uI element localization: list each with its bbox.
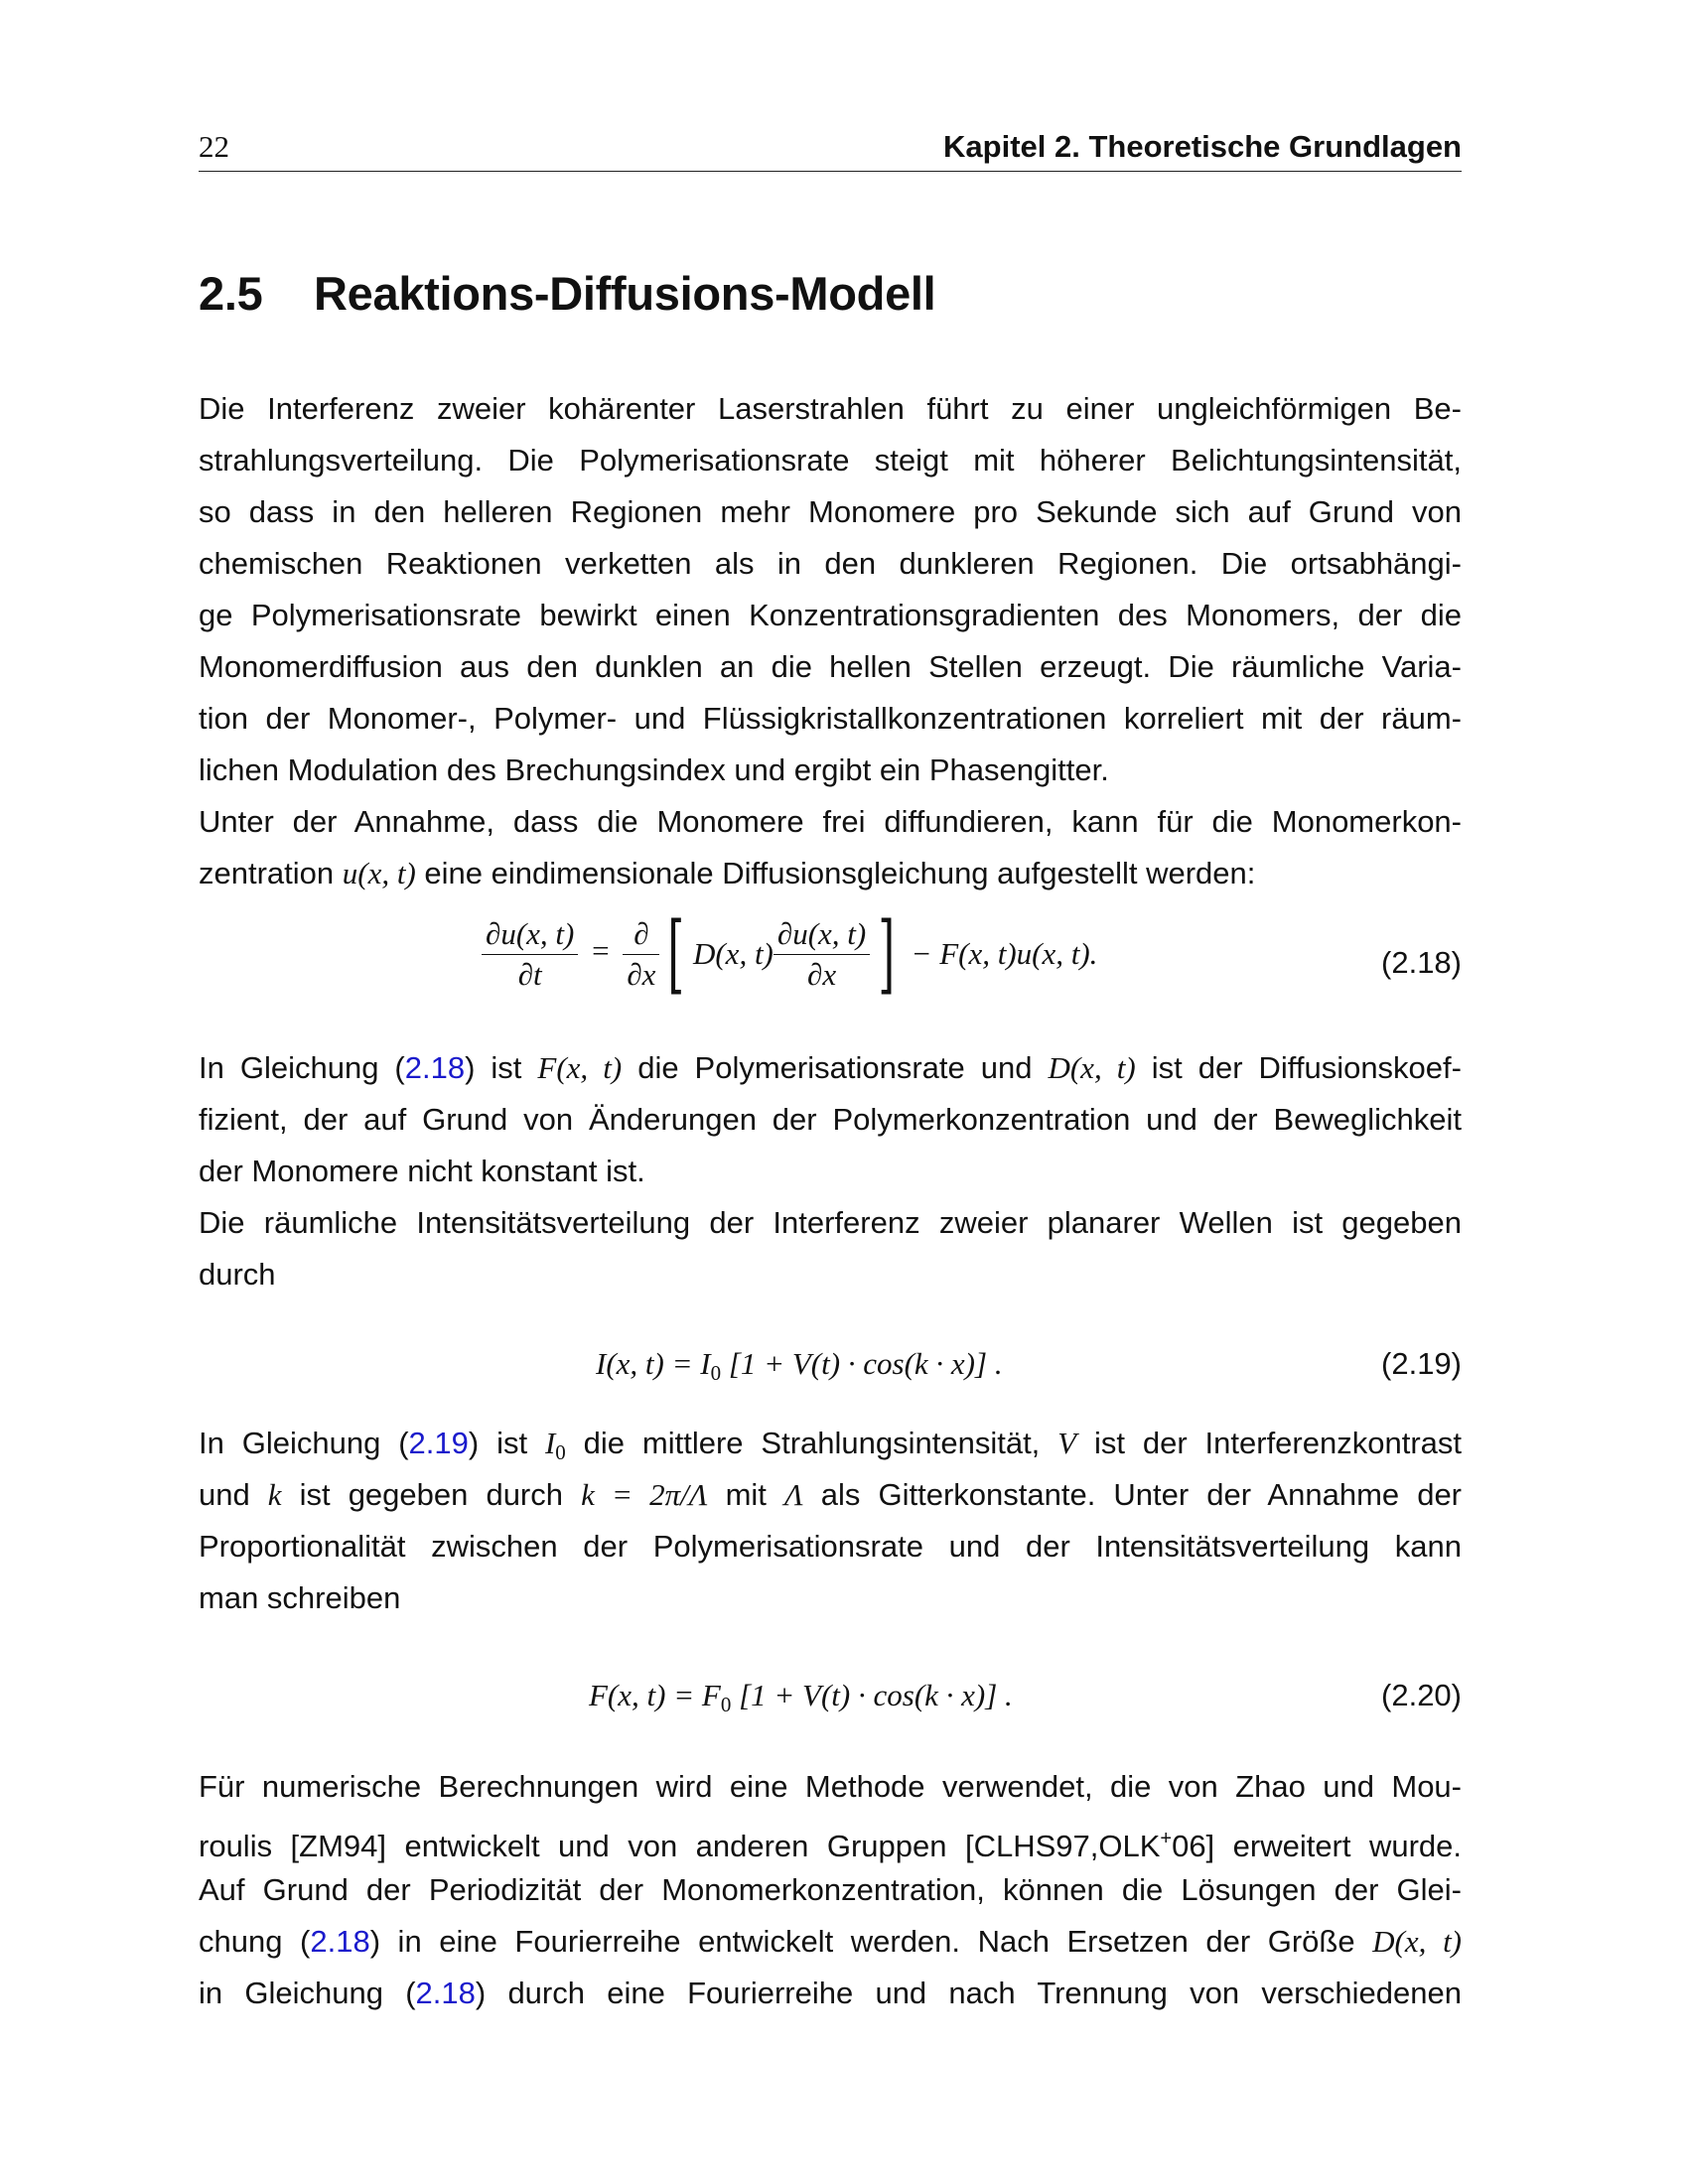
body-text	[199, 383, 1462, 899]
text-line: und k ist gegeben durch k = 2π/Λ mit Λ als Gitterkonstante. Unter der Annahme der	[199, 1477, 1462, 1512]
section-number: 2.5	[199, 267, 263, 320]
text-line: durch	[199, 1257, 276, 1292]
equation-reference-link[interactable]: 2.18	[404, 1050, 466, 1085]
text-line: In Gleichung (2.18) ist F(x, t) die Polymerisationsrate und D(x, t) ist der Diffusionskoef-	[199, 1050, 1462, 1085]
body-text	[199, 1418, 1462, 1624]
equation-2-18	[199, 904, 1462, 1021]
equation-reference-link[interactable]: 2.18	[310, 1924, 370, 1959]
equation-number: (2.20)	[1381, 1678, 1462, 1712]
equation-2-19	[199, 1340, 1462, 1392]
section-heading	[199, 266, 935, 321]
text-line: Unter der Annahme, dass die Monomere frei diffundieren, kann für die Monomerkon-	[199, 804, 1462, 839]
body-text	[199, 1042, 1462, 1300]
running-header	[199, 127, 1462, 172]
text-line: roulis [ZM94] entwickelt und von anderen Gruppen [CLHS97,OLK+06] erweitert wurde.	[199, 1828, 1462, 1863]
text-line: lichen Modulation des Brechungsindex und ergibt ein Phasengitter.	[199, 752, 1109, 787]
text-line: Monomerdiffusion aus den dunklen an die hellen Stellen erzeugt. Die räumliche Varia-	[199, 649, 1462, 684]
text-line: zentration u(x, t) eine eindimensionale Diffusionsgleichung aufgestellt werden:	[199, 856, 1256, 890]
equation-number: (2.19)	[1381, 1346, 1462, 1381]
text-line: der Monomere nicht konstant ist.	[199, 1154, 645, 1188]
text-line: Proportionalität zwischen der Polymerisationsrate und der Intensitätsverteilung kann	[199, 1529, 1462, 1564]
math-inline: Λ	[784, 1477, 803, 1512]
text-line: Die Interferenz zweier kohärenter Laserstrahlen führt zu einer ungleichförmigen Be-	[199, 391, 1462, 426]
text-line: man schreiben	[199, 1580, 401, 1615]
text-line: Für numerische Berechnungen wird eine Methode verwendet, die von Zhao und Mou-	[199, 1769, 1462, 1804]
math-inline: D(x, t)	[1048, 1050, 1136, 1085]
math-inline: D(x, t)	[1372, 1924, 1462, 1959]
math-inline: F(x, t)	[537, 1050, 623, 1085]
math-inline: I	[544, 1426, 556, 1460]
text-line: Auf Grund der Periodizität der Monomerkonzentration, können die Lösungen der Glei-	[199, 1872, 1462, 1907]
text-line: strahlungsverteilung. Die Polymerisationsrate steigt mit höherer Belichtungsintensität,	[199, 443, 1462, 478]
math-inline: u(x, t)	[342, 856, 416, 890]
text-line: in Gleichung (2.18) durch eine Fourierreihe und nach Trennung von verschiedenen	[199, 1976, 1462, 2010]
section-title: Reaktions-Diffusions-Modell	[314, 267, 936, 320]
text-line: chemischen Reaktionen verketten als in den dunkleren Regionen. Die ortsabhängi-	[199, 546, 1462, 581]
body-text	[199, 1761, 1462, 2019]
equation-number: (2.18)	[1381, 945, 1462, 980]
text-line: Die räumliche Intensitätsverteilung der Interferenz zweier planarer Wellen ist gegeben	[199, 1205, 1462, 1240]
equation-reference-link[interactable]: 2.18	[415, 1976, 476, 2010]
equation-2-20	[199, 1672, 1462, 1723]
math-inline: k	[267, 1477, 282, 1512]
math-inline: k = 2π/Λ	[581, 1477, 708, 1512]
equation-body: F(x, $t) = F_0$ [1 + V(t) · cos(k · x)] .	[589, 1678, 1013, 1716]
text-line: fizient, der auf Grund von Änderungen der Polymerkonzentration und der Beweglichkeit	[199, 1102, 1462, 1137]
page-number: 22	[199, 129, 229, 164]
equation-reference-link[interactable]: 2.19	[408, 1426, 469, 1460]
text-line: so dass in den helleren Regionen mehr Monomere pro Sekunde sich auf Grund von	[199, 494, 1462, 529]
math-inline: V	[1057, 1426, 1077, 1460]
equation-body: $\frac{\partial u(x, t)}{\partial t}$ = $\frac{\partial}{\partial x}$ [ D(x, t) $\frac{\partial u(x, t)}{\partial x}$ ] − F(x, t)u(x, t).	[482, 911, 1097, 997]
text-line: chung (2.18) in eine Fourierreihe entwickelt werden. Nach Ersetzen der Größe D(x, t)	[199, 1924, 1462, 1959]
chapter-title: Kapitel 2. Theoretische Grundlagen	[943, 129, 1462, 164]
text-line: In Gleichung (2.19) ist $I_0$ die mittlere Strahlungsintensität, V ist der Interferenzkontrast	[199, 1426, 1462, 1464]
text-line: ge Polymerisationsrate bewirkt einen Konzentrationsgradienten des Monomers, der die	[199, 598, 1462, 632]
equation-body: I(x, $t) = I_0$ [1 + V(t) · cos(k · x)] .	[596, 1346, 1003, 1385]
document-page	[199, 0, 1462, 2184]
text-line: tion der Monomer-, Polymer- und Flüssigkristallkonzentrationen korreliert mit der räum-	[199, 701, 1462, 736]
